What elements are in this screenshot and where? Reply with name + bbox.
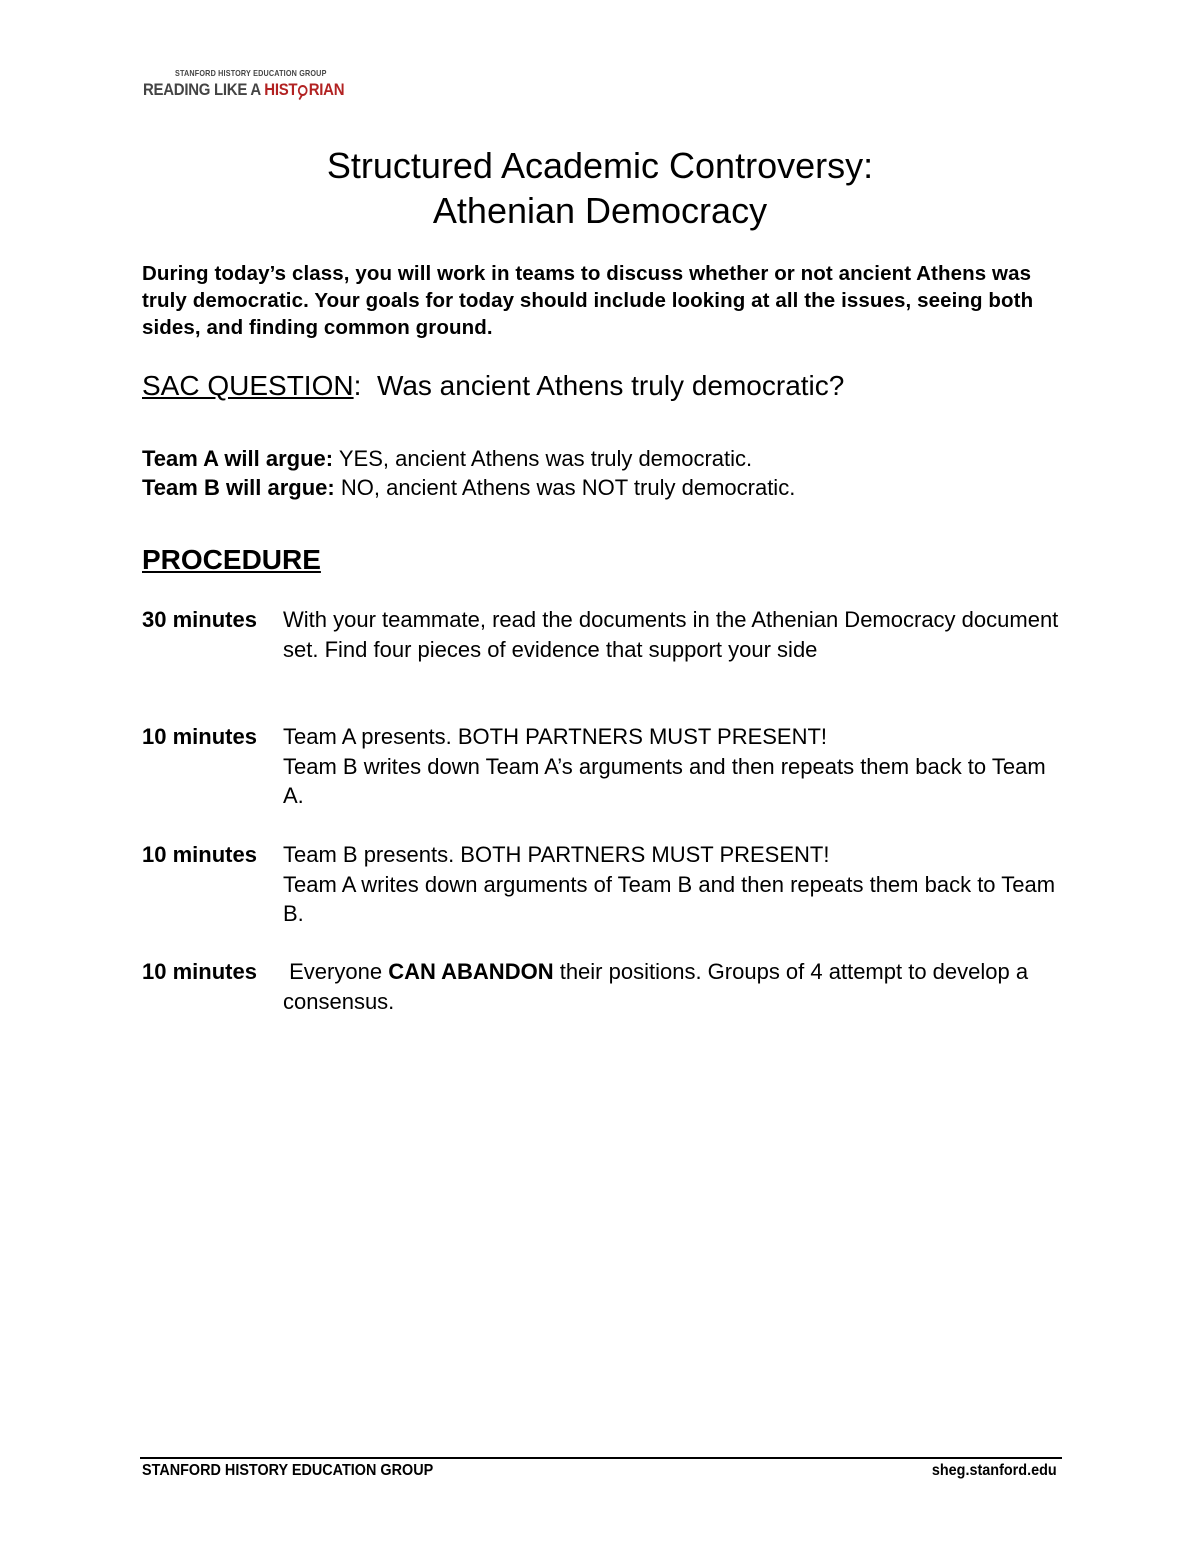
team-a-label: Team A will argue:: [142, 446, 334, 471]
sac-question-label: SAC QUESTION: [142, 370, 354, 401]
step-line-1: Team B presents. BOTH PARTNERS MUST PRESENT!: [283, 842, 830, 867]
step-body: [283, 840, 1062, 929]
intro-paragraph: During today’s class, you will work in teams to discuss whether or not ancient Athens was truly democratic. Your goals for today should include looking at all the issues, seeing both sides, and finding common ground.: [142, 262, 1034, 339]
step-text-bold: CAN ABANDON: [388, 959, 554, 984]
team-b-label: Team B will argue:: [142, 475, 335, 500]
procedure-step-1: [142, 605, 1062, 664]
step-line-2: Team A writes down arguments of Team B and then repeats them back to Team B.: [283, 871, 1056, 926]
step-text: With your teammate, read the documents in the Athenian Democracy document set. Find four pieces of evidence that support your side: [283, 607, 1059, 662]
logo-title-red-2: RIAN: [308, 80, 345, 99]
step-time: 10 minutes: [142, 842, 257, 867]
procedure-step-3: [142, 840, 1062, 929]
step-text: [283, 957, 1062, 1016]
sac-question-text: Was ancient Athens truly democratic?: [376, 370, 845, 401]
logo: [143, 68, 363, 108]
sac-question: [142, 368, 844, 404]
step-time: 30 minutes: [142, 607, 257, 632]
step-time: 10 minutes: [142, 959, 257, 984]
team-assignments: [142, 444, 795, 502]
step-body: [283, 722, 1062, 811]
sac-question-colon: :: [353, 370, 362, 401]
team-a-line: [142, 444, 795, 473]
footer-website: sheg.stanford.edu: [932, 1462, 1057, 1479]
footer-divider: [140, 1457, 1062, 1459]
step-text-post: their positions. Groups of 4 attempt to develop a consensus.: [283, 959, 1029, 1014]
step-time: 10 minutes: [142, 724, 257, 749]
step-line-1: Team A presents. BOTH PARTNERS MUST PRESENT!: [283, 724, 828, 749]
page-title: [0, 143, 1200, 233]
procedure-heading: PROCEDURE: [142, 544, 321, 575]
logo-title: [143, 80, 344, 100]
magnifier-icon: [298, 85, 308, 96]
page-title-line-1: Structured Academic Controversy:: [326, 145, 874, 186]
logo-title-prefix: READING LIKE A: [143, 80, 265, 99]
logo-title-red-1: HIST: [264, 80, 298, 99]
step-text-pre: Everyone: [289, 959, 389, 984]
procedure-step-4: [142, 957, 1062, 1016]
logo-subtitle: STANFORD HISTORY EDUCATION GROUP: [175, 68, 327, 78]
page-title-line-2: Athenian Democracy: [432, 190, 768, 231]
step-line-2: Team B writes down Team A’s arguments and then repeats them back to Team A.: [283, 753, 1046, 808]
team-a-text: YES, ancient Athens was truly democratic.: [333, 446, 753, 471]
team-b-line: [142, 473, 795, 502]
team-b-text: NO, ancient Athens was NOT truly democratic.: [334, 475, 796, 500]
footer-org-name: STANFORD HISTORY EDUCATION GROUP: [142, 1462, 434, 1479]
procedure-step-2: [142, 722, 1062, 811]
